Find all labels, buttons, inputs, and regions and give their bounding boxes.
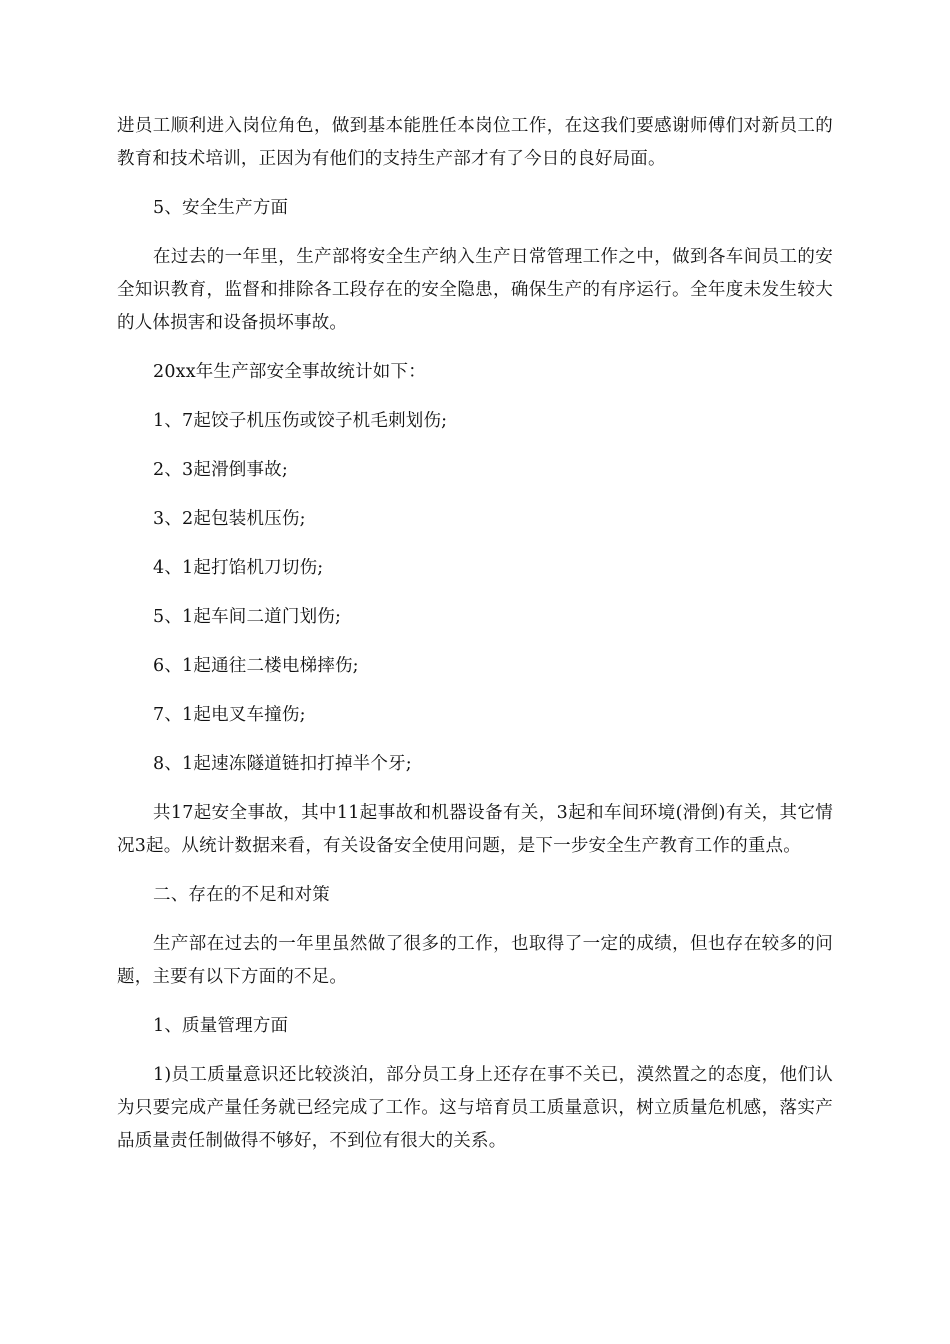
list-item: 7、1起电叉车撞伤; [153,705,306,725]
list-item: 2、3起滑倒事故; [153,460,288,480]
accident-stats-intro: 20xx年生产部安全事故统计如下： [153,362,426,382]
list-item: 4、1起打馅机刀切伤; [153,558,324,578]
paragraph-shortcomings-intro: 生产部在过去的一年里虽然做了很多的工作，也取得了一定的成绩，但也存在较多的问题，主要有以下方面的不足。 [117,934,833,987]
document-body [117,110,833,1174]
subsection-heading-quality: 1、质量管理方面 [153,1016,289,1036]
paragraph-accident-total: 共17起安全事故，其中11起事故和机器设备有关，3起和车间环境(滑倒)有关，其它情况3起。从统计数据来看，有关设备安全使用问题，是下一步安全生产教育工作的重点。 [117,803,833,856]
section-heading-safety: 5、安全生产方面 [153,198,289,218]
paragraph-continuation: 进员工顺利进入岗位角色，做到基本能胜任本岗位工作，在这我们要感谢师傅们对新员工的教育和技术培训，正因为有他们的支持生产部才有了今日的良好局面。 [117,116,833,169]
list-item: 3、2起包装机压伤; [153,509,306,529]
list-item: 6、1起通往二楼电梯摔伤; [153,656,359,676]
paragraph-quality-awareness: 1)员工质量意识还比较淡泊，部分员工身上还存在事不关已，漠然置之的态度，他们认为只要完成产量任务就已经完成了工作。这与培育员工质量意识，树立质量危机感，落实产品质量责任制做得不够好，不到位有很大的关系。 [117,1065,833,1151]
list-item: 5、1起车间二道门划伤; [153,607,342,627]
list-item: 8、1起速冻隧道链扣打掉半个牙; [153,754,412,774]
paragraph-safety-summary: 在过去的一年里，生产部将安全生产纳入生产日常管理工作之中，做到各车间员工的安全知识教育，监督和排除各工段存在的安全隐患，确保生产的有序运行。全年度未发生较大的人体损害和设备损坏事故。 [117,247,833,333]
list-item: 1、7起饺子机压伤或饺子机毛刺划伤; [153,411,448,431]
section-heading-shortcomings: 二、存在的不足和对策 [153,885,330,905]
